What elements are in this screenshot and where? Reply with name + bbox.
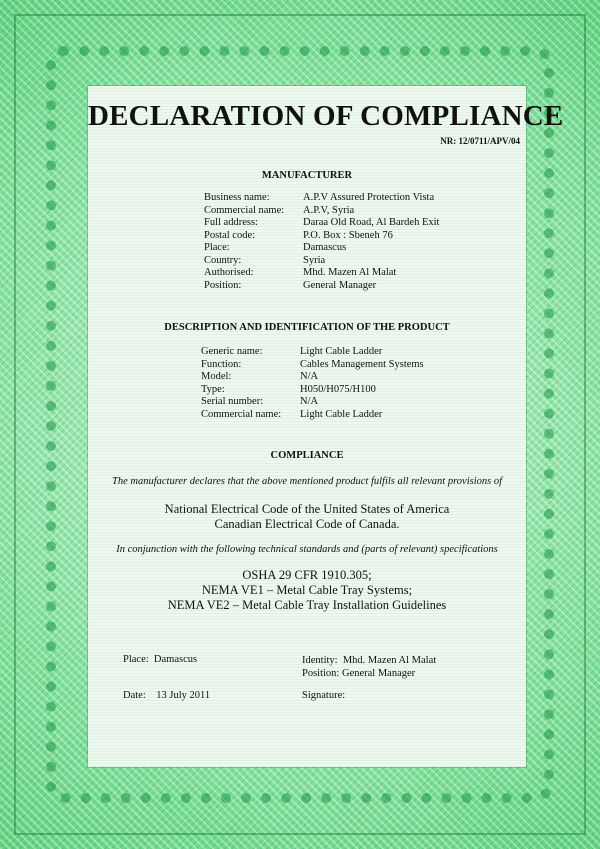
date-value: 13 July 2011 — [156, 690, 211, 701]
compliance-standards — [88, 568, 526, 613]
certificate-panel — [88, 86, 564, 767]
standard-line: OSHA 29 CFR 1910.305; — [242, 568, 372, 582]
field-value: H050/H075/H100 — [300, 383, 376, 395]
product-heading: DESCRIPTION AND IDENTIFICATION OF THE PRODUCT — [164, 322, 450, 333]
field-label: Type: — [201, 383, 225, 395]
product-row — [201, 396, 424, 409]
product-row — [201, 371, 424, 384]
manufacturer-row — [204, 255, 439, 268]
place-field — [123, 654, 197, 665]
signature-label: Signature: — [302, 690, 346, 701]
field-value: P.O. Box : Sbeneh 76 — [303, 229, 393, 241]
compliance-codes — [88, 502, 526, 532]
manufacturer-row — [204, 192, 439, 205]
field-label: Place: — [204, 242, 230, 253]
compliance-conjunction: In conjunction with the following technical standards and (parts of relevant) specifications — [116, 544, 498, 555]
position-label: Position: — [302, 668, 340, 679]
field-label: Commercial name: — [204, 204, 285, 216]
compliance-declaration: The manufacturer declares that the above mentioned product fulfils all relevant provisions of — [112, 476, 502, 487]
product-details — [201, 346, 424, 421]
product-row — [201, 384, 424, 397]
manufacturer-row — [204, 217, 439, 230]
manufacturer-row — [204, 267, 439, 280]
standard-line: NEMA VE2 – Metal Cable Tray Installation Guidelines — [167, 598, 447, 612]
field-label: Serial number: — [201, 396, 264, 407]
identity-block — [302, 654, 436, 680]
field-label: Authorised: — [204, 267, 254, 278]
field-value: Cables Management Systems — [300, 358, 424, 370]
field-value: A.P.V Assured Protection Vista — [303, 192, 435, 203]
identity-label: Identity: — [302, 655, 338, 666]
position-field — [302, 667, 436, 680]
manufacturer-heading: MANUFACTURER — [261, 170, 353, 181]
field-label: Model: — [201, 371, 232, 382]
manufacturer-row — [204, 205, 439, 218]
compliance-heading: COMPLIANCE — [270, 450, 344, 461]
field-value: Syria — [303, 254, 326, 266]
code-line: Canadian Electrical Code of Canada. — [214, 517, 400, 531]
manufacturer-row — [204, 242, 439, 255]
code-line: National Electrical Code of the United States of America — [164, 502, 450, 516]
field-value: Light Cable Ladder — [300, 408, 383, 420]
signature-field — [302, 690, 345, 701]
field-label: Function: — [201, 358, 242, 370]
field-value: Daraa Old Road, Al Bardeh Exit — [303, 217, 440, 228]
identity-field — [302, 654, 436, 667]
field-value: Light Cable Ladder — [300, 346, 383, 357]
product-row — [201, 359, 424, 372]
field-value: Mhd. Mazen Al Malat — [303, 267, 397, 278]
field-value: N/A — [300, 371, 319, 382]
standard-line: NEMA VE1 – Metal Cable Tray Systems; — [201, 583, 413, 597]
field-value: Damascus — [303, 242, 347, 253]
date-label: Date: — [123, 690, 146, 701]
manufacturer-row — [204, 280, 439, 293]
place-label: Place: — [123, 654, 149, 665]
field-label: Full address: — [204, 217, 258, 228]
manufacturer-details — [204, 192, 439, 292]
field-label: Generic name: — [201, 346, 263, 357]
field-value: N/A — [300, 396, 319, 407]
field-label: Country: — [204, 254, 242, 266]
product-row — [201, 409, 424, 422]
document-number: NR: 12/0711/APV/04 — [440, 136, 520, 146]
field-label: Postal code: — [204, 229, 256, 241]
field-label: Commercial name: — [201, 408, 282, 420]
place-value: Damascus — [153, 654, 198, 665]
field-value: General Manager — [303, 279, 377, 291]
date-field — [123, 690, 210, 701]
product-row — [201, 346, 424, 359]
field-label: Business name: — [204, 192, 270, 203]
field-label: Position: — [204, 279, 242, 291]
field-value: A.P.V, Syria — [303, 204, 355, 216]
document-title: DECLARATION OF COMPLIANCE — [88, 100, 564, 132]
identity-value: Mhd. Mazen Al Malat — [342, 655, 437, 666]
position-value: General Manager — [341, 668, 416, 679]
manufacturer-row — [204, 230, 439, 243]
